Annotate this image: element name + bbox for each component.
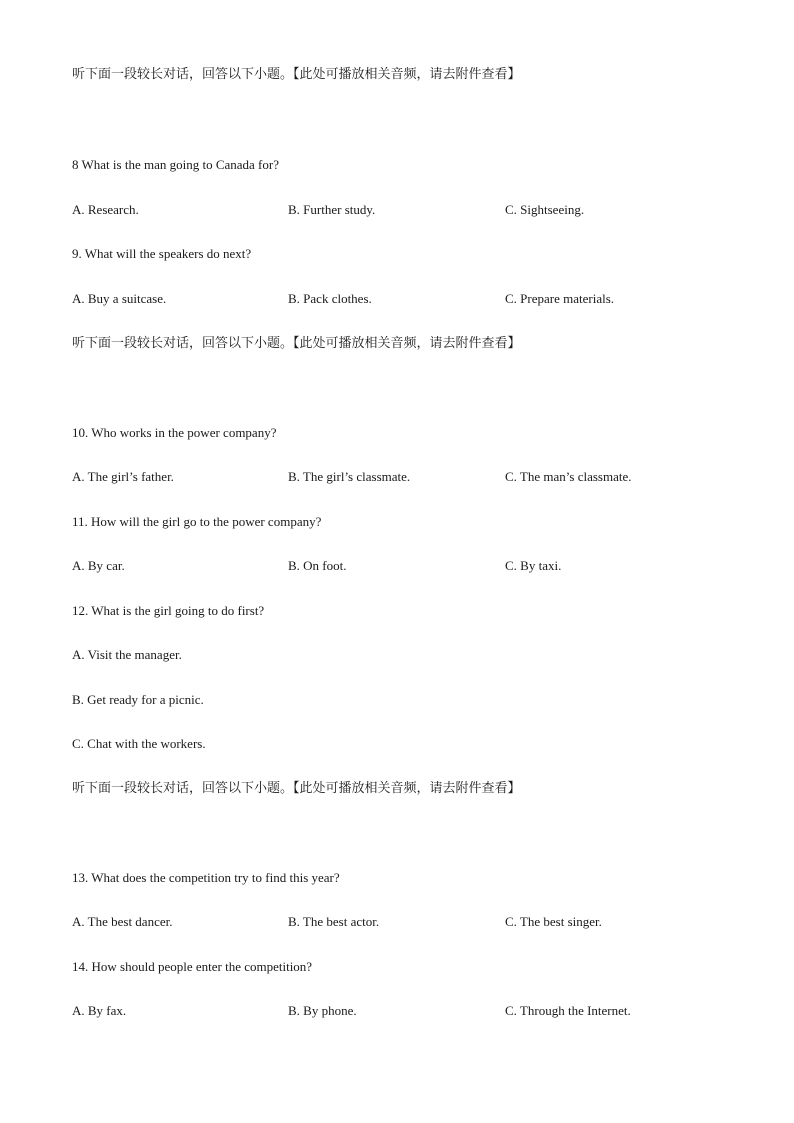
question-12-option-c: C. Chat with the workers. [72,736,206,751]
question-9: 9. What will the speakers do next? [72,246,252,261]
question-11-option-a: A. By car. [72,558,125,573]
question-10-option-a: A. The girl’s father. [72,469,174,484]
question-11-option-c: C. By taxi. [505,558,562,573]
question-9-option-b: B. Pack clothes. [288,291,372,306]
question-14: 14. How should people enter the competition? [72,959,313,974]
question-10: 10. Who works in the power company? [72,425,277,440]
question-9-option-a: A. Buy a suitcase. [72,291,167,306]
question-13: 13. What does the competition try to find this year? [72,870,340,885]
question-8-option-a: A. Research. [72,202,139,217]
listening-instruction: 听下面一段较长对话，回答以下小题。【此处可播放相关音频，请去附件查看】 [72,67,521,82]
question-14-option-b: B. By phone. [288,1003,357,1018]
listening-instruction: 听下面一段较长对话，回答以下小题。【此处可播放相关音频，请去附件查看】 [72,781,521,796]
question-8-option-c: C. Sightseeing. [505,202,585,217]
listening-instruction: 听下面一段较长对话，回答以下小题。【此处可播放相关音频，请去附件查看】 [72,336,521,351]
question-11: 11. How will the girl go to the power company? [72,514,322,529]
question-14-option-a: A. By fax. [72,1003,127,1018]
question-9-option-c: C. Prepare materials. [505,291,615,306]
question-12-option-b: B. Get ready for a picnic. [72,692,204,707]
question-12-option-a: A. Visit the manager. [72,647,182,662]
question-10-option-b: B. The girl’s classmate. [288,469,411,484]
question-11-option-b: B. On foot. [288,558,347,573]
question-12: 12. What is the girl going to do first? [72,603,265,618]
question-8: 8 What is the man going to Canada for? [72,157,279,172]
question-13-option-a: A. The best dancer. [72,914,173,929]
question-13-option-b: B. The best actor. [288,914,380,929]
question-10-option-c: C. The man’s classmate. [505,469,632,484]
question-8-option-b: B. Further study. [288,202,376,217]
question-14-option-c: C. Through the Internet. [505,1003,631,1018]
question-13-option-c: C. The best singer. [505,914,602,929]
